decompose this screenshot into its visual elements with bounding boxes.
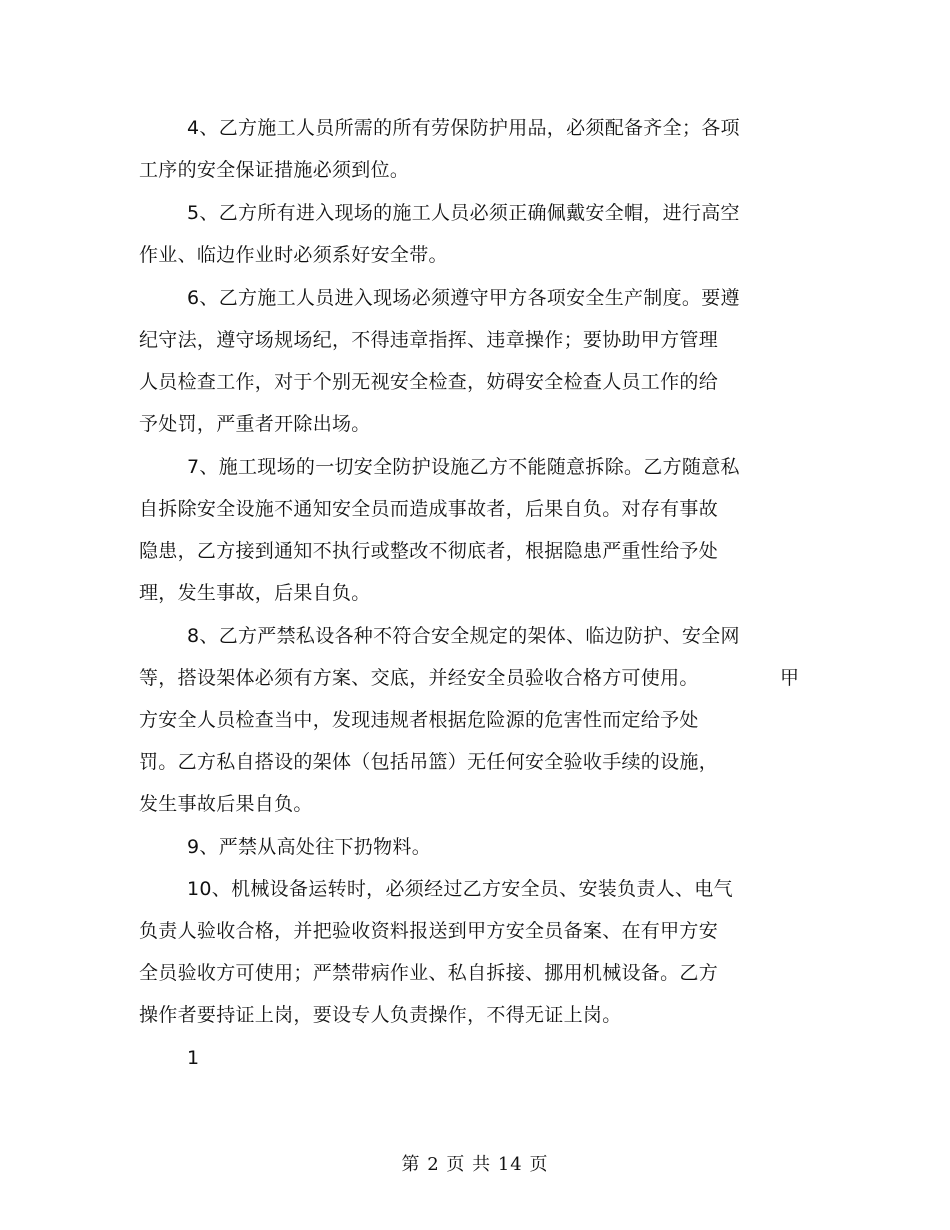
paragraph-8-line-3: 方安全人员检查当中，发现违规者根据危险源的危害性而定给予处 — [139, 709, 699, 731]
paragraph-6-line-1: 6、乙方施工人员进入现场必须遵守甲方各项安全生产制度。要遵 — [187, 287, 740, 309]
paragraph-8-tail-char: 甲 — [780, 667, 800, 689]
paragraph-7-line-3: 隐患，乙方接到通知不执行或整改不彻底者，根据隐患严重性给予处 — [139, 540, 719, 562]
paragraph-9-line-1: 9、严禁从高处往下扔物料。 — [187, 836, 431, 858]
paragraph-8-line-2: 等，搭设架体必须有方案、交底，并经安全员验收合格方可使用。 — [139, 667, 699, 689]
paragraph-4-line-2: 工序的安全保证措施必须到位。 — [139, 159, 410, 181]
paragraph-10-line-3: 全员验收方可使用；严禁带病作业、私自拆接、挪用机械设备。乙方 — [139, 962, 719, 984]
paragraph-7-line-4: 理，发生事故，后果自负。 — [139, 582, 371, 604]
paragraph-10-line-4: 操作者要持证上岗，要设专人负责操作，不得无证上岗。 — [139, 1004, 622, 1026]
paragraph-8-line-4: 罚。乙方私自搭设的架体（包括吊篮）无任何安全验收手续的设施， — [139, 751, 719, 773]
paragraph-7-line-2: 自拆除安全设施不通知安全员而造成事故者，后果自负。对存有事故 — [139, 498, 719, 520]
page-mark: 1 — [187, 1047, 200, 1069]
paragraph-6-line-4: 予处罚，严重者开除出场。 — [139, 413, 371, 435]
paragraph-6-line-2: 纪守法，遵守场规场纪，不得违章指挥、违章操作；要协助甲方管理 — [139, 329, 719, 351]
paragraph-5-line-2: 作业、临边作业时必须系好安全带。 — [139, 244, 448, 266]
paragraph-4-line-1: 4、乙方施工人员所需的所有劳保防护用品，必须配备齐全；各项 — [187, 117, 740, 139]
paragraph-8-line-1: 8、乙方严禁私设各种不符合安全规定的架体、临边防护、安全网 — [187, 625, 740, 647]
paragraph-5-line-1: 5、乙方所有进入现场的施工人员必须正确佩戴安全帽，进行高空 — [187, 202, 740, 224]
paragraph-6-line-3: 人员检查工作，对于个别无视安全检查，妨碍安全检查人员工作的给 — [139, 371, 719, 393]
paragraph-7-line-1: 7、施工现场的一切安全防护设施乙方不能随意拆除。乙方随意私 — [187, 456, 740, 478]
page-footer: 第 2 页 共 14 页 — [401, 1154, 549, 1175]
paragraph-10-line-1: 10、机械设备运转时，必须经过乙方安全员、安装负责人、电气 — [187, 878, 733, 900]
paragraph-8-line-5: 发生事故后果自负。 — [139, 793, 313, 815]
paragraph-10-line-2: 负责人验收合格，并把验收资料报送到甲方安全员备案、在有甲方安 — [139, 920, 719, 942]
